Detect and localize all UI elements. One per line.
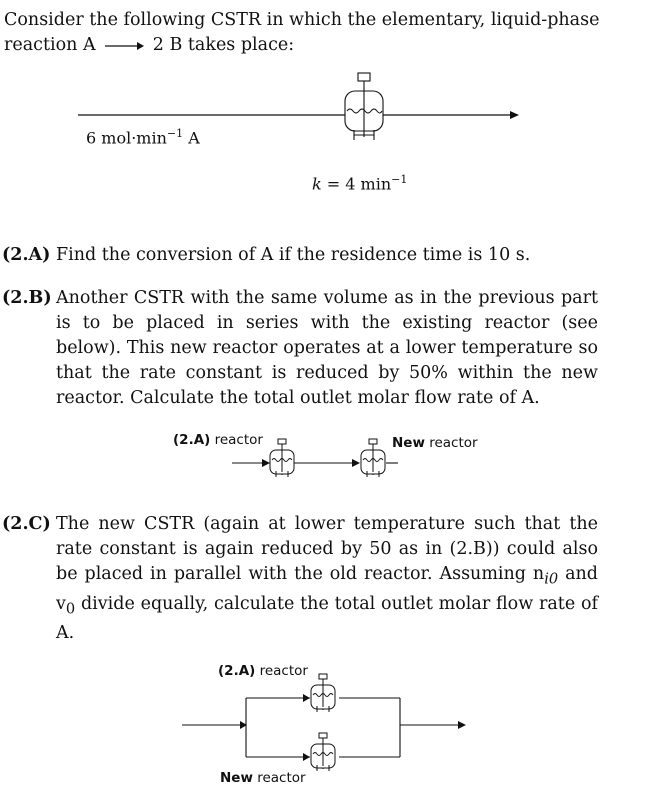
question-label: (2.A): [2, 245, 51, 265]
question-text: The new CSTR (again at lower temperature such that the rate constant is again reduced by 50 as in (2.B)) could also be placed in parallel with the old reactor. Assuming $n_{i0}$ and $v_0$ divide equally, calculate the total outlet molar flow rate of A.: [56, 514, 598, 643]
reaction-lhs: reaction A: [4, 35, 96, 55]
question-label: (2.C): [2, 514, 51, 534]
cstr-icon: [311, 733, 335, 771]
question-label: (2.B): [2, 288, 52, 308]
parallel-reactor-1-label: (2.A) reactor: [218, 663, 308, 679]
rate-constant-label: k = 4 $\min^{-1}$: [312, 173, 408, 194]
series-reactor-1-label: (2.A) reactor: [173, 432, 263, 448]
question-text: Another CSTR with the same volume as in the previous part is to be placed in series with the existing reactor (see below). This new reactor operates at a lower temperature so that the rate constant is reduced by 50% within the new reactor. Calculate the total outlet molar flow rate of A.: [56, 288, 598, 408]
intro-line-1: Consider the following CSTR in which the elementary, liquid-phase: [4, 10, 600, 30]
cstr-icon: [311, 674, 335, 712]
question-text: Find the conversion of A if the residence time is 10 s.: [56, 245, 531, 265]
parallel-reactor-2-label: New reactor: [220, 770, 306, 786]
feed-rate-label: 6 $mol\cdot\min^{-1}$ A: [86, 127, 200, 148]
reaction-rhs: 2 B takes place:: [152, 35, 295, 55]
series-reactor-2-label: New reactor: [392, 435, 478, 451]
